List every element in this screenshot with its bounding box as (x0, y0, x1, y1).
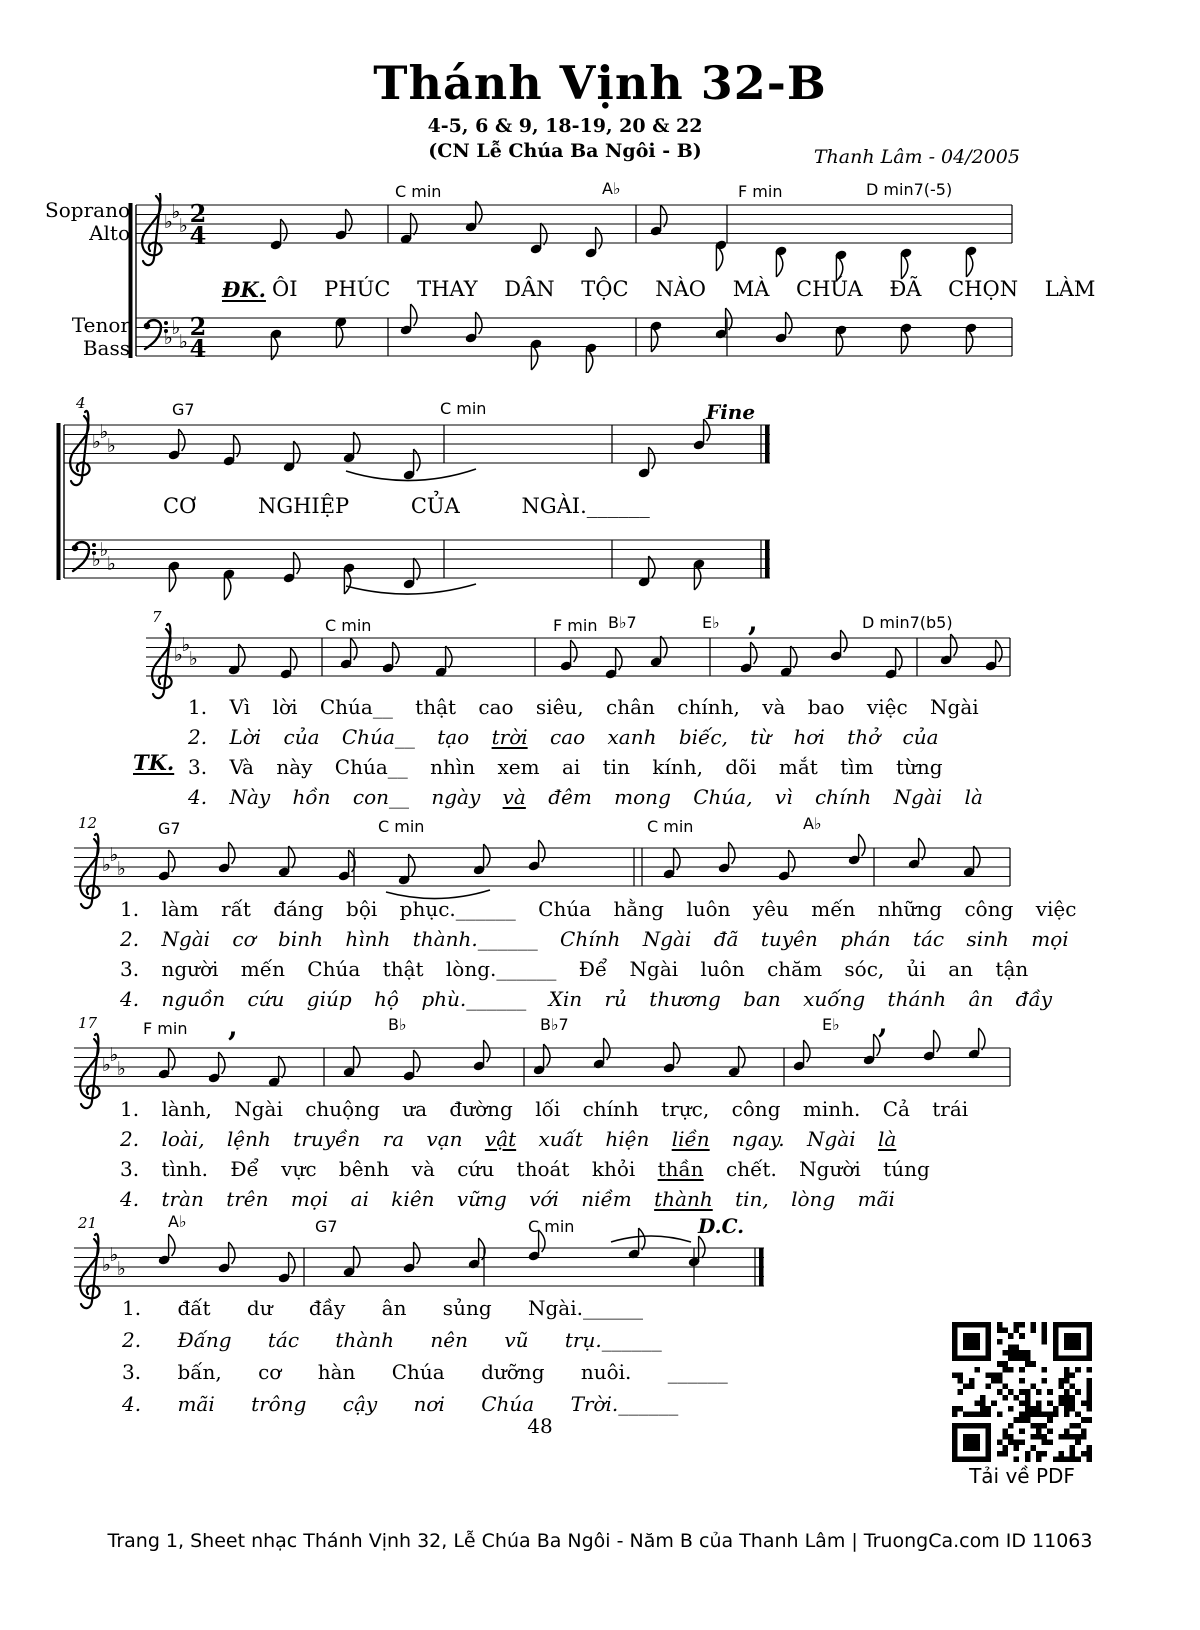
chord-label: D min7(-5) (866, 180, 953, 199)
lyric-line-verse2: 2. Đấng tác thành nên vũ trụ.______ (122, 1328, 662, 1352)
svg-text:♭: ♭ (164, 327, 173, 349)
voice-label-bass: Bass (82, 336, 130, 360)
chord-label: A♭ (602, 179, 621, 198)
svg-text:♭: ♭ (99, 421, 109, 443)
author-credit: Thanh Lâm - 04/2005 (813, 146, 1020, 168)
lyric-line-verse4: 4. tràn trên mọi ai kiên vững với niềm thành tin, lòng mãi (120, 1187, 895, 1211)
lyric-line-verse1: 1. lành, Ngài chuộng ưa đường lối chính trực, công minh. Cả trái (120, 1097, 969, 1121)
svg-text:2: 2 (189, 312, 207, 341)
lyric-line-verse1: 1. Vì lời Chúa__ thật cao siêu, chân chính, và bao việc Ngài (188, 695, 979, 719)
svg-text:♭: ♭ (179, 331, 188, 353)
svg-text:♭: ♭ (179, 215, 188, 237)
occasion-subtitle: (CN Lễ Chúa Ba Ngôi - B) (428, 140, 702, 162)
chord-label: F min (738, 182, 783, 201)
chord-label: A♭ (803, 814, 822, 833)
chord-label: C min (440, 399, 487, 418)
lyric-line-verse3: 3. tình. Để vực bênh và cứu thoát khỏi thần chết. Người túng (120, 1157, 930, 1181)
chord-label: F min (143, 1019, 188, 1038)
lyric-line-verse2: 2. Lời của Chúa__ tạo trời cao xanh biếc, từ hơi thở của (188, 725, 939, 749)
download-pdf-link[interactable]: Tải về PDF (969, 1464, 1075, 1488)
chord-label: C min (647, 817, 694, 836)
lyric-line-verse2: 2. Ngài cơ binh hình thành.______ Chính Ngài đã tuyên phán tác sinh mọi (120, 927, 1069, 951)
lyric-line-refrain: ÔI PHÚC THAY DÂN TỘC NÀO MÀ CHÚA ĐÃ CHỌN LÀM (272, 277, 1096, 301)
chord-label: E♭ (822, 1015, 840, 1034)
chord-label: B♭ (388, 1015, 407, 1034)
lyric-line-verse2: 2. loài, lệnh truyền ra vạn vật xuất hiện liền ngay. Ngài là (120, 1127, 897, 1151)
measure-number: 12 (78, 814, 98, 832)
lyric-line-verse3: 3. người mến Chúa thật lòng.______ Để Ngài luôn chăm sóc, ủi an tận (120, 957, 1029, 981)
svg-text:♭: ♭ (102, 1254, 111, 1276)
chord-label: C min (528, 1217, 575, 1236)
svg-text:♭: ♭ (99, 539, 109, 561)
svg-text:♭: ♭ (117, 858, 126, 880)
refrain-tag: ĐK. (222, 277, 266, 302)
svg-text:♭: ♭ (174, 644, 183, 666)
verse-tk-tag: TK. (133, 750, 175, 775)
breath-mark: , (748, 605, 758, 638)
chord-label: B♭7 (608, 613, 637, 632)
chord-label: G7 (315, 1217, 338, 1236)
measure-number: 21 (78, 1214, 98, 1232)
svg-text:♭: ♭ (189, 648, 198, 670)
svg-text:♭: ♭ (92, 549, 101, 571)
lyric-line-verse4: 4. Này hồn con__ ngày và đêm mong Chúa, vì chính Ngài là (188, 785, 983, 809)
measure-number: 17 (78, 1014, 98, 1032)
breath-mark: , (228, 1010, 238, 1043)
svg-text:♭: ♭ (92, 431, 101, 453)
fine-mark: Fine (706, 400, 756, 424)
breath-mark: , (878, 1007, 888, 1040)
chord-label: C min (378, 817, 425, 836)
lyric-line-verse4: 4. mãi trông cậy nơi Chúa Trời.______ (122, 1392, 679, 1416)
chord-label: F min (553, 616, 598, 635)
svg-text:4: 4 (189, 221, 207, 250)
da-capo-mark: D.C. (698, 1214, 745, 1238)
voice-label-tenor: Tenor (71, 313, 130, 337)
svg-text:♭: ♭ (109, 1244, 119, 1266)
chord-label: G7 (172, 400, 195, 419)
footer-caption: Trang 1, Sheet nhạc Thánh Vịnh 32, Lễ Chúa Ba Ngôi - Năm B của Thanh Lâm | TruongCa.com ID 11063 (107, 1530, 1093, 1552)
svg-text:♭: ♭ (107, 435, 116, 457)
svg-text:♭: ♭ (102, 854, 111, 876)
chord-label: D min7(b5) (862, 613, 953, 632)
svg-text:♭: ♭ (117, 1258, 126, 1280)
svg-text:♭: ♭ (164, 211, 173, 233)
svg-text:♭: ♭ (171, 317, 181, 339)
svg-text:♭: ♭ (107, 553, 116, 575)
lyric-line-verse1: 1. đất dư đầy ân sủng Ngài.______ (122, 1296, 643, 1320)
chord-label: C min (395, 182, 442, 201)
svg-text:♭: ♭ (171, 201, 181, 223)
chord-label: A♭ (168, 1212, 187, 1231)
qr-code[interactable] (952, 1322, 1092, 1462)
svg-text:2: 2 (189, 199, 207, 228)
lyric-line-verse3: 3. bấn, cơ hàn Chúa dưỡng nuôi. ______ (122, 1360, 728, 1384)
chord-label: E♭ (702, 613, 720, 632)
lyric-line-verse1: 1. làm rất đáng bội phục.______ Chúa hằng luôn yêu mến những công việc (120, 897, 1077, 921)
voice-label-soprano: Soprano (45, 198, 130, 222)
psalm-verses-subtitle: 4-5, 6 & 9, 18-19, 20 & 22 (427, 115, 703, 137)
svg-text:♭: ♭ (181, 634, 191, 656)
chord-label: B♭7 (540, 1015, 569, 1034)
chord-label: C min (325, 616, 372, 635)
svg-text:♭: ♭ (109, 1044, 119, 1066)
page-title: Thánh Vịnh 32-B (373, 56, 827, 110)
svg-text:4: 4 (189, 334, 207, 363)
measure-number: 4 (76, 394, 86, 412)
svg-text:♭: ♭ (117, 1058, 126, 1080)
svg-text:♭: ♭ (109, 844, 119, 866)
lyric-line-verse3: 3. Và này Chúa__ nhìn xem ai tin kính, dõi mắt tìm từng (188, 755, 943, 779)
chord-label: G7 (158, 819, 181, 838)
voice-label-alto: Alto (89, 221, 130, 245)
page-number: 48 (527, 1414, 553, 1438)
svg-text:♭: ♭ (102, 1054, 111, 1076)
lyric-line-verse4: 4. nguồn cứu giúp hộ phù.______ Xin rủ thương ban xuống thánh ân đầy (120, 987, 1053, 1011)
measure-number: 7 (152, 608, 162, 626)
lyric-line-refrain: CƠ NGHIỆP CỦA NGÀI.______ (163, 494, 650, 518)
